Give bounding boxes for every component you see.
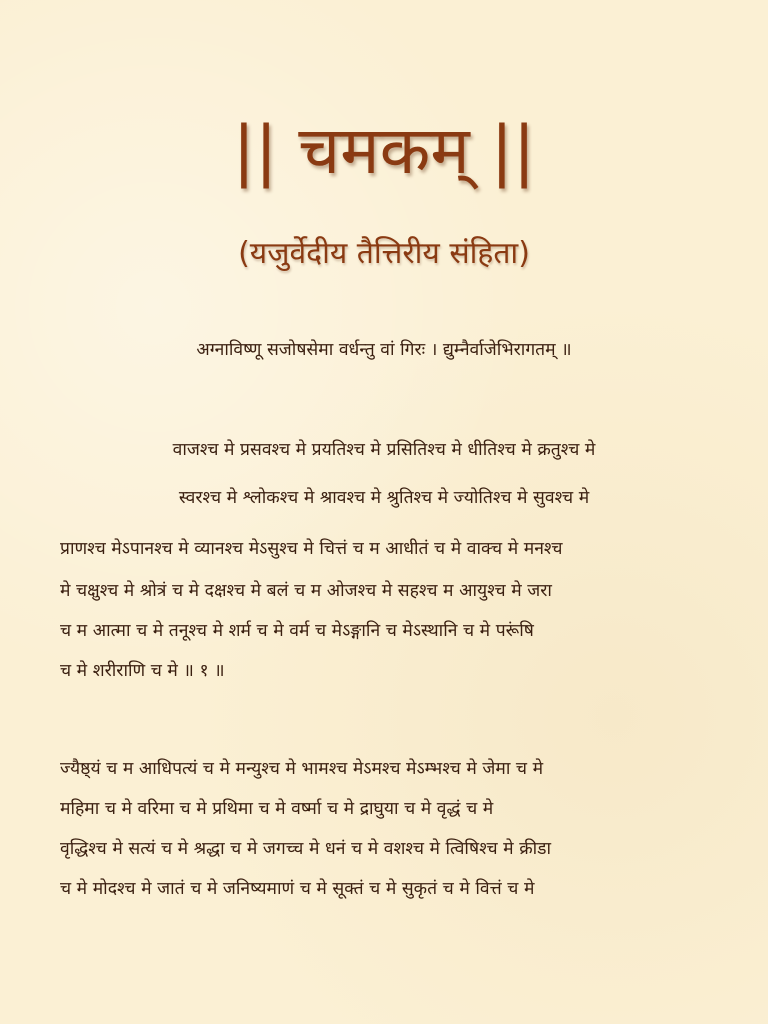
page-title: || चमकम् || bbox=[232, 112, 536, 189]
page-subtitle: (यजुर्वेदीय तैत्तिरीय संहिता) bbox=[238, 236, 530, 271]
verse-line: वाजश्च मे प्रसवश्च मे प्रयतिश्च मे प्रसितिश्च मे धीतिश्च मे क्रतुश्च मे bbox=[172, 440, 596, 460]
verse-line: स्वरश्च मे श्लोकश्च मे श्रावश्च मे श्रुतिश्च मे ज्योतिश्च मे सुवश्च मे bbox=[178, 488, 590, 508]
invocation-verse: अग्नाविष्णू सजोषसेमा वर्धन्तु वां गिरः । द्युम्नैर्वाजेभिरागतम् ॥ bbox=[196, 340, 572, 360]
verse-line: च म आत्मा च मे तनूश्च मे शर्म च मे वर्म च मेऽङ्गानि च मेऽस्थानि च मे परूंषि bbox=[60, 621, 534, 641]
verse-line: वृद्धिश्च मे सत्यं च मे श्रद्धा च मे जगच्च मे धनं च मे वशश्च मे त्विषिश्च मे क्रीडा bbox=[60, 839, 552, 859]
verse-line: च मे शरीराणि च मे ॥ १ ॥ bbox=[60, 661, 225, 681]
verse-line: ज्यैष्ठ्यं च म आधिपत्यं च मे मन्युश्च मे भामश्च मेऽमश्च मेऽम्भश्च मे जेमा च मे bbox=[60, 759, 544, 779]
verse-line: मे चक्षुश्च मे श्रोत्रं च मे दक्षश्च मे बलं च म ओजश्च मे सहश्च म आयुश्च मे जरा bbox=[60, 581, 552, 601]
verse-line: महिमा च मे वरिमा च मे प्रथिमा च मे वर्ष्मा च मे द्राघुया च मे वृद्धं च मे bbox=[60, 799, 494, 819]
verse-line: च मे मोदश्च मे जातं च मे जनिष्यमाणं च मे सूक्तं च मे सुकृतं च मे वित्तं च मे bbox=[60, 879, 535, 899]
verse-line: प्राणश्च मेऽपानश्च मे व्यानश्च मेऽसुश्च मे चित्तं च म आधीतं च मे वाक्च मे मनश्च bbox=[60, 539, 563, 559]
